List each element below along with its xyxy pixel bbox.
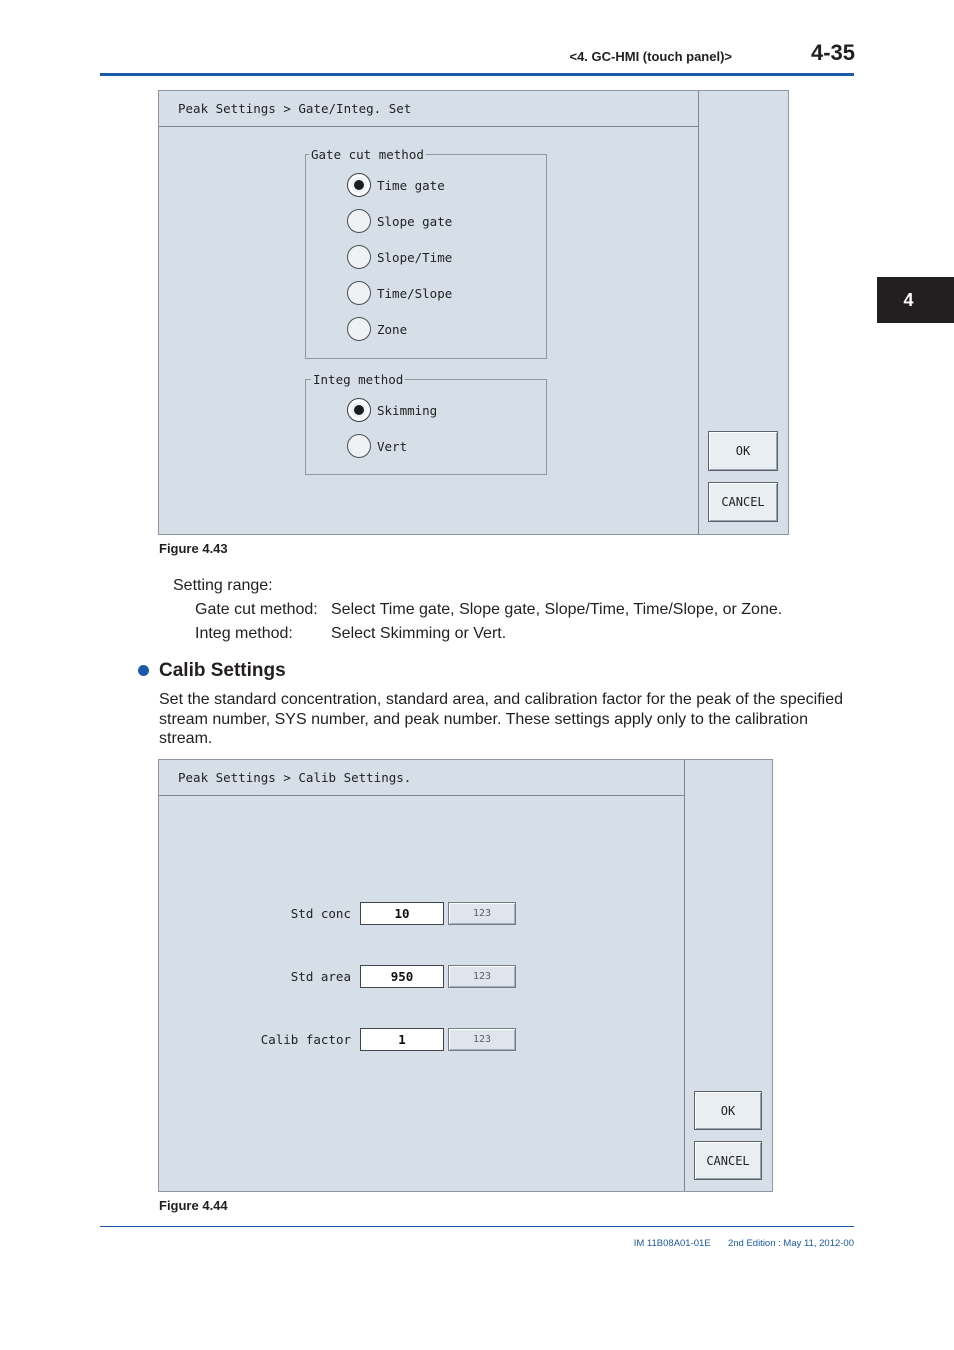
calib-factor-label: Calib factor [260, 1032, 351, 1047]
section-title: Calib Settings [159, 660, 286, 681]
setting-range-name: Gate cut method: [195, 601, 318, 618]
std-area-field[interactable]: 950 [360, 965, 444, 988]
std-conc-label: Std conc [290, 906, 351, 921]
setting-range-value: Select Time gate, Slope gate, Slope/Time, Time/Slope, or Zone. [331, 601, 783, 618]
radio-label: Vert [377, 438, 408, 454]
radio-selected-icon [347, 173, 371, 197]
calib-factor-keypad-button[interactable]: 123 [448, 1028, 516, 1051]
radio-unselected-icon [347, 317, 371, 341]
ok-button[interactable]: OK [694, 1091, 762, 1130]
integ-method-legend: Integ method [313, 372, 404, 387]
radio-unselected-icon [347, 245, 371, 269]
setting-range-value: Select Skimming or Vert. [331, 625, 507, 642]
radio-skimming[interactable] [347, 398, 437, 422]
radio-zone[interactable] [347, 317, 407, 341]
radio-label: Skimming [377, 402, 438, 418]
screen-breadcrumb: Peak Settings > Calib Settings. [159, 760, 684, 796]
setting-range-heading: Setting range: [173, 577, 273, 594]
radio-slope-time[interactable] [347, 245, 452, 269]
calib-factor-field[interactable]: 1 [360, 1028, 444, 1051]
std-area-label: Std area [290, 969, 351, 984]
figure-caption: Figure 4.44 [159, 1198, 228, 1213]
radio-selected-icon [347, 398, 371, 422]
gate-integ-screen [158, 90, 789, 535]
radio-slope-gate[interactable] [347, 209, 452, 233]
page-number: 4-35 [810, 40, 855, 65]
chapter-tab-number: 4 [903, 289, 914, 310]
std-conc-field[interactable]: 10 [360, 902, 444, 925]
calib-settings-screen [158, 759, 773, 1192]
integ-method-group [305, 379, 547, 475]
radio-label: Time/Slope [377, 285, 453, 301]
header-rule [100, 73, 854, 76]
footer-edition: 2nd Edition : May 11, 2012-00 [727, 1238, 854, 1249]
radio-unselected-icon [347, 209, 371, 233]
radio-label: Slope/Time [377, 249, 453, 265]
chapter-tab [877, 277, 954, 323]
radio-time-gate[interactable] [347, 173, 445, 197]
section-bullet-icon [138, 665, 149, 676]
gate-cut-method-legend: Gate cut method [311, 147, 424, 162]
running-header-section: <4. GC-HMI (touch panel)> [569, 49, 732, 64]
figure-caption: Figure 4.43 [159, 541, 228, 556]
std-area-keypad-button[interactable]: 123 [448, 965, 516, 988]
footer-text [560, 1238, 854, 1249]
radio-unselected-icon [347, 281, 371, 305]
ok-button[interactable]: OK [708, 431, 778, 471]
setting-range-name: Integ method: [195, 625, 293, 642]
std-conc-keypad-button[interactable]: 123 [448, 902, 516, 925]
footer-rule [100, 1226, 854, 1227]
radio-unselected-icon [347, 434, 371, 458]
radio-label: Zone [377, 321, 408, 337]
radio-label: Time gate [377, 177, 445, 193]
footer-doc-id: IM 11B08A01-01E [633, 1238, 711, 1249]
radio-vert[interactable] [347, 434, 407, 458]
cancel-button[interactable]: CANCEL [708, 482, 778, 522]
section-description: Set the standard concentration, standard area, and calibration factor for the peak of the specified stream number, SYS number, and peak number. These settings apply only to the calibration stream. [159, 691, 843, 747]
cancel-button[interactable]: CANCEL [694, 1141, 762, 1180]
screen-breadcrumb: Peak Settings > Gate/Integ. Set [159, 91, 698, 127]
radio-label: Slope gate [377, 213, 453, 229]
radio-time-slope[interactable] [347, 281, 452, 305]
